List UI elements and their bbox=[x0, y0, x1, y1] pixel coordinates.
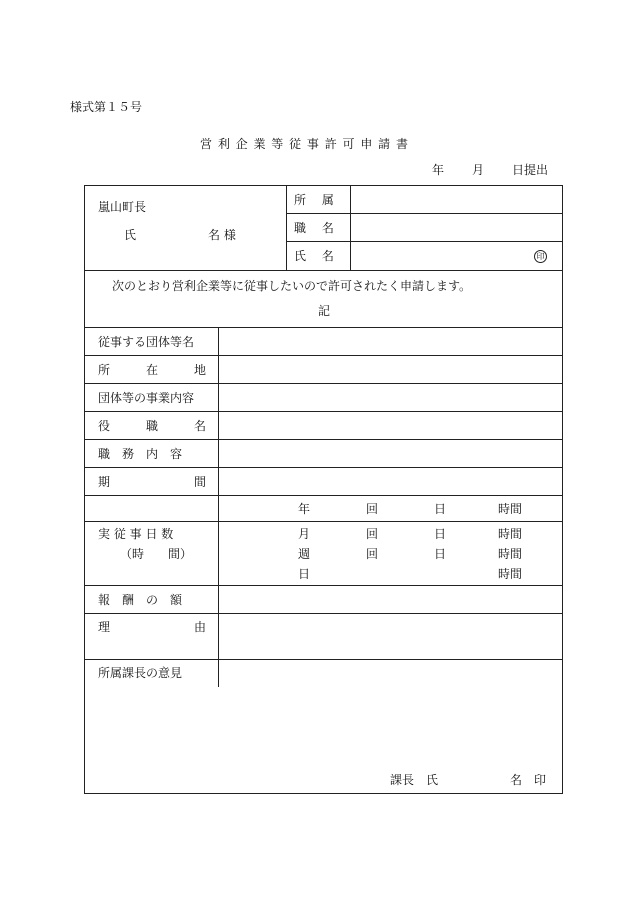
remuneration-label: 報 酬 の 額 bbox=[98, 593, 183, 607]
duties-label: 職 務 内 容 bbox=[98, 447, 183, 461]
table-line-7 bbox=[84, 495, 563, 496]
note-mark: 記 bbox=[318, 304, 331, 318]
addressee-name-label: 氏 名 様 bbox=[124, 228, 236, 242]
affiliation-label: 所 属 bbox=[294, 193, 334, 207]
position-label: 役 職 名 bbox=[98, 419, 207, 433]
business-label: 団体等の事業内容 bbox=[98, 391, 195, 405]
table-line-3 bbox=[84, 383, 563, 384]
table-line-1 bbox=[84, 327, 563, 328]
workdays-label: 実 従 事 日 数 bbox=[98, 527, 174, 541]
schedule-day-month: 日 bbox=[434, 527, 447, 541]
request-statement: 次のとおり営利企業等に従事したいので許可されたく申請します。 bbox=[112, 279, 472, 293]
period-label: 期 間 bbox=[98, 475, 207, 489]
table-line-8 bbox=[84, 521, 563, 522]
addressee-office: 嵐山町長 bbox=[98, 200, 147, 214]
schedule-unit-week: 週 bbox=[298, 547, 311, 561]
hours-label: （時 間） bbox=[120, 547, 193, 561]
schedule-unit-month: 月 bbox=[298, 527, 311, 541]
table-line-2 bbox=[84, 355, 563, 356]
opinion-label: 所属課長の意見 bbox=[98, 666, 183, 680]
schedule-hours-year: 時間 bbox=[498, 502, 523, 516]
seal-mark: 印 bbox=[534, 250, 547, 263]
table-line-6 bbox=[84, 467, 563, 468]
schedule-hours-day: 時間 bbox=[498, 567, 523, 581]
chief-name-seal-label: 名 印 bbox=[510, 773, 547, 787]
schedule-unit-day: 日 bbox=[298, 567, 311, 581]
schedule-day-week: 日 bbox=[434, 547, 447, 561]
table-line-10 bbox=[84, 613, 563, 614]
organization-label: 従事する団体等名 bbox=[98, 335, 195, 349]
date-day-submitted-label: 日提出 bbox=[512, 163, 549, 177]
date-year-label: 年 bbox=[432, 163, 445, 177]
table-line-9 bbox=[84, 585, 563, 586]
table-line-5 bbox=[84, 439, 563, 440]
application-form-frame bbox=[84, 185, 563, 794]
date-month-label: 月 bbox=[472, 163, 485, 177]
form-title: 営 利 企 業 等 従 事 許 可 申 請 書 bbox=[200, 137, 409, 151]
schedule-times-year: 回 bbox=[366, 502, 379, 516]
applicant-name-label: 氏 名 bbox=[294, 249, 334, 263]
top-row-line-1 bbox=[286, 213, 563, 214]
table-line-11 bbox=[84, 659, 563, 660]
table-line-4 bbox=[84, 411, 563, 412]
top-row-line-2 bbox=[286, 241, 563, 242]
form-number: 様式第１５号 bbox=[70, 100, 143, 114]
top-divider-vertical-1 bbox=[286, 185, 287, 270]
schedule-times-month: 回 bbox=[366, 527, 379, 541]
schedule-times-week: 回 bbox=[366, 547, 379, 561]
schedule-hours-month: 時間 bbox=[498, 527, 523, 541]
table-label-divider bbox=[218, 327, 219, 687]
top-divider-vertical-2 bbox=[350, 185, 351, 270]
reason-label: 理 由 bbox=[98, 620, 207, 634]
chief-signature-label: 課長 氏 bbox=[390, 773, 439, 787]
schedule-unit-year: 年 bbox=[298, 502, 311, 516]
post-label: 職 名 bbox=[294, 221, 334, 235]
top-section-bottom-line bbox=[84, 270, 563, 271]
schedule-hours-week: 時間 bbox=[498, 547, 523, 561]
schedule-day-year: 日 bbox=[434, 502, 447, 516]
location-label: 所 在 地 bbox=[98, 363, 207, 377]
